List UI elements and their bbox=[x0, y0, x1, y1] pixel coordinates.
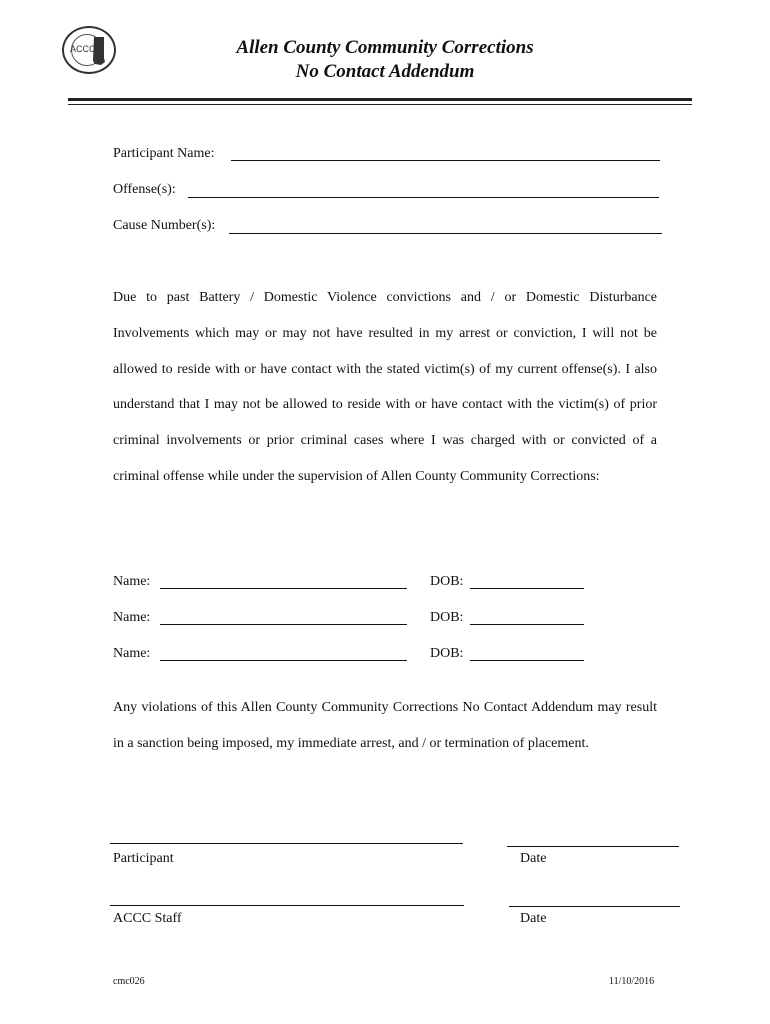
page-subtitle: No Contact Addendum bbox=[295, 61, 475, 82]
no-contact-statement: Due to past Battery / Domestic Violence convictions and / or Domestic Disturbance Involvements which may or may not have resulted in my arrest or conviction, I will not be allowed to reside with or have contact with the stated victim(s) of my current offense(s). I also understand that I may not be allowed to reside with or have contact with the victim(s) of prior criminal involvements or prior criminal cases where I was charged with or convicted of a criminal offense while under the supervision of Allen County Community Corrections: bbox=[113, 290, 657, 484]
victim-name-label: Name: bbox=[113, 610, 151, 625]
victim-dob-label: DOB: bbox=[430, 646, 464, 661]
page-title: Allen County Community Corrections bbox=[236, 37, 534, 58]
victim-dob-field[interactable] bbox=[470, 588, 584, 589]
staff-signature-line[interactable] bbox=[110, 905, 464, 906]
header-rule-thin bbox=[68, 104, 692, 105]
victim-name-field[interactable] bbox=[160, 624, 407, 625]
revision-date: 11/10/2016 bbox=[609, 976, 655, 987]
participant-name-field[interactable] bbox=[231, 160, 660, 161]
staff-signature-label: ACCC Staff bbox=[113, 911, 182, 926]
cause-numbers-field[interactable] bbox=[229, 233, 662, 234]
cause-numbers-label: Cause Number(s): bbox=[113, 218, 216, 233]
staff-date-label: Date bbox=[520, 911, 547, 926]
participant-signature-line[interactable] bbox=[110, 843, 463, 844]
offenses-label: Offense(s): bbox=[113, 182, 176, 197]
offenses-field[interactable] bbox=[188, 197, 659, 198]
victim-name-field[interactable] bbox=[160, 588, 407, 589]
victim-name-label: Name: bbox=[113, 574, 151, 589]
victim-name-field[interactable] bbox=[160, 660, 407, 661]
form-code: cmc026 bbox=[113, 976, 145, 987]
staff-date-line[interactable] bbox=[509, 906, 680, 907]
logo-label: ACCC bbox=[70, 44, 96, 54]
participant-date-line[interactable] bbox=[507, 846, 679, 847]
victim-dob-label: DOB: bbox=[430, 574, 464, 589]
victim-name-label: Name: bbox=[113, 646, 151, 661]
victim-dob-field[interactable] bbox=[470, 660, 584, 661]
participant-name-label: Participant Name: bbox=[113, 146, 215, 161]
participant-signature-label: Participant bbox=[113, 851, 174, 866]
header-rule-thick bbox=[68, 98, 692, 101]
victim-dob-field[interactable] bbox=[470, 624, 584, 625]
participant-date-label: Date bbox=[520, 851, 547, 866]
victim-dob-label: DOB: bbox=[430, 610, 464, 625]
violations-statement: Any violations of this Allen County Community Corrections No Contact Addendum may result in a sanction being imposed, my immediate arrest, and / or termination of placement. bbox=[113, 700, 657, 751]
